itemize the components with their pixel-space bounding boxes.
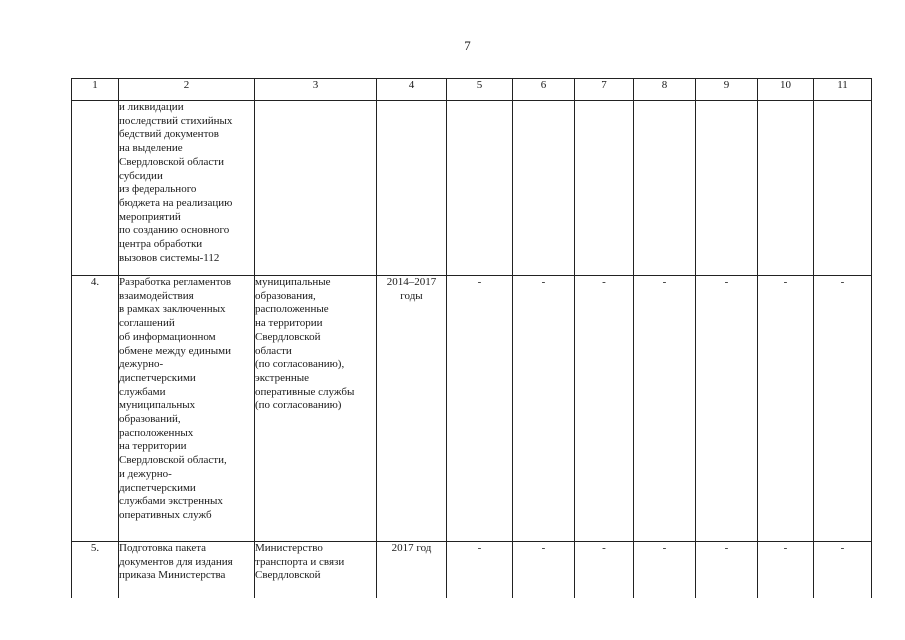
- value-cell: -: [758, 276, 814, 542]
- period: 2014–2017 годы: [377, 276, 447, 542]
- column-header: 10: [758, 79, 814, 101]
- value-cell: -: [814, 276, 872, 542]
- period: [377, 101, 447, 276]
- program-table: [71, 78, 872, 598]
- table-row: [72, 101, 872, 276]
- column-number-header-row: [72, 79, 872, 101]
- column-header: 3: [255, 79, 377, 101]
- value-cell: -: [634, 276, 696, 542]
- value-cell: -: [447, 276, 513, 542]
- value-cell: -: [513, 542, 575, 599]
- executor: [255, 101, 377, 276]
- value-cell: [634, 101, 696, 276]
- value-cell: [513, 101, 575, 276]
- table-row: [72, 276, 872, 542]
- value-cell: -: [634, 542, 696, 599]
- value-cell: -: [696, 276, 758, 542]
- executor: Министерство транспорта и связи Свердловской: [255, 542, 377, 599]
- value-cell: [447, 101, 513, 276]
- value-cell: -: [513, 276, 575, 542]
- value-cell: [575, 101, 634, 276]
- page-number: 7: [464, 38, 471, 53]
- row-number: 4.: [72, 276, 119, 542]
- row-number: [72, 101, 119, 276]
- event-description: и ликвидации последствий стихийных бедствий документов на выделение Свердловской области субсидии из федерального бюджета на реализацию мероприятий по созданию основного центра обработки вызовов системы-112: [119, 101, 255, 276]
- column-header: 1: [72, 79, 119, 101]
- value-cell: -: [575, 542, 634, 599]
- value-cell: -: [696, 542, 758, 599]
- executor: муниципальные образования, расположенные на территории Свердловской области (по согласованию), экстренные оперативные службы (по согласованию): [255, 276, 377, 542]
- value-cell: [696, 101, 758, 276]
- value-cell: [814, 101, 872, 276]
- period: 2017 год: [377, 542, 447, 599]
- column-header: 5: [447, 79, 513, 101]
- column-header: 8: [634, 79, 696, 101]
- event-description: Подготовка пакета документов для издания приказа Министерства: [119, 542, 255, 599]
- column-header: 6: [513, 79, 575, 101]
- row-number: 5.: [72, 542, 119, 599]
- column-header: 11: [814, 79, 872, 101]
- column-header: 2: [119, 79, 255, 101]
- column-header: 7: [575, 79, 634, 101]
- value-cell: -: [758, 542, 814, 599]
- value-cell: -: [814, 542, 872, 599]
- column-header: 4: [377, 79, 447, 101]
- value-cell: -: [575, 276, 634, 542]
- table-row: [72, 542, 872, 599]
- column-header: 9: [696, 79, 758, 101]
- event-description: Разработка регламентов взаимодействия в рамках заключенных соглашений об информационном обмене между едиными дежурно- диспетчерскими службами муниципальных образований, расположенных на территории Свердловской области, и дежурно- диспетчерскими службами экстренных оперативных служб: [119, 276, 255, 542]
- value-cell: [758, 101, 814, 276]
- value-cell: -: [447, 542, 513, 599]
